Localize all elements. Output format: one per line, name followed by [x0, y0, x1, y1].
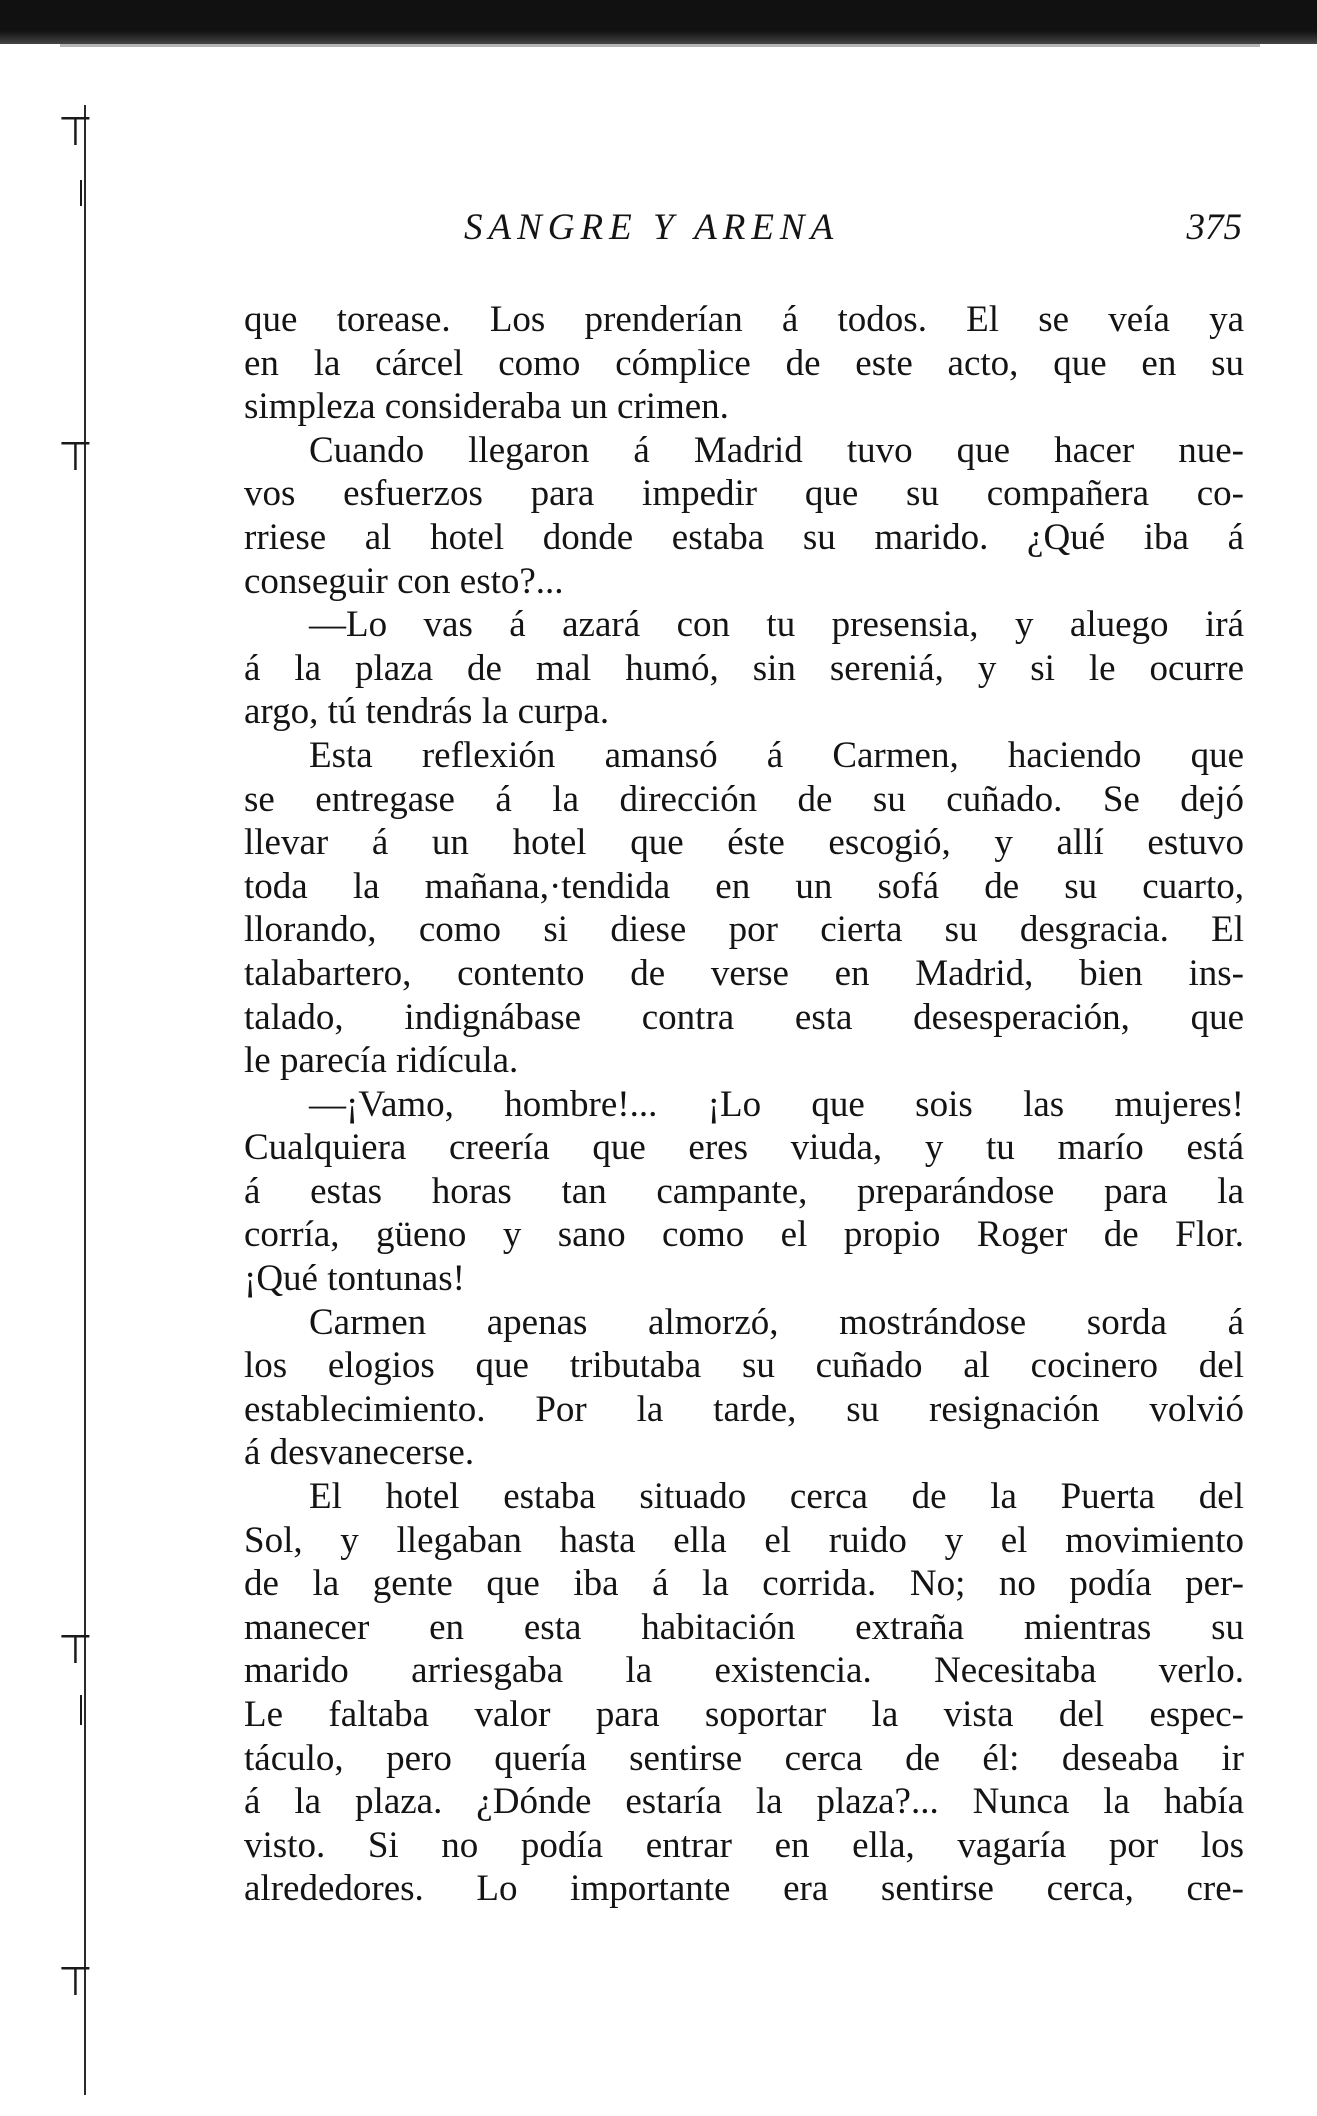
text-line: llorando, como si diese por cierta su desgracia. El — [244, 909, 1244, 951]
text-line: simpleza consideraba un crimen. — [244, 386, 729, 428]
text-line: á desvanecerse. — [244, 1432, 475, 1474]
text-line: establecimiento. Por la tarde, su resignación volvió — [244, 1388, 1244, 1430]
text-line: Le faltaba valor para soportar la vista del espec- — [244, 1694, 1244, 1735]
scan-top-border — [0, 0, 1317, 44]
page-number: 375 — [1186, 207, 1242, 248]
text-line: táculo, pero quería sentirse cerca de él: deseaba ir — [244, 1737, 1244, 1779]
text-line: corría, güeno y sano como el propio Roger de Flor. — [244, 1214, 1244, 1256]
text-line: rriese al hotel donde estaba su marido. ¿Qué iba á — [244, 516, 1244, 558]
text-line: á estas horas tan campante, preparándose para la — [244, 1170, 1244, 1212]
running-title: SANGRE Y ARENA — [464, 207, 840, 248]
text-line: —¡Vamo, hombre!... ¡Lo que sois las mujeres! — [309, 1083, 1244, 1125]
text-line: El hotel estaba situado cerca de la Puerta del — [309, 1476, 1244, 1518]
text-line: se entregase á la dirección de su cuñado. Se dejó — [244, 778, 1244, 820]
text-line: argo, tú tendrás la curpa. — [244, 691, 610, 733]
body-text — [244, 298, 1244, 1911]
text-line: Sol, y llegaban hasta ella el ruido y el movimiento — [244, 1519, 1244, 1561]
text-line: Carmen apenas almorzó, mostrándose sorda á — [309, 1301, 1244, 1343]
text-line: Cuando llegaron á Madrid tuvo que hacer nue- — [309, 429, 1244, 471]
margin-tick — [80, 180, 82, 206]
pin-icon: ⊥ — [58, 1957, 93, 2003]
text-line: los elogios que tributaba su cuñado al cocinero del — [244, 1345, 1244, 1387]
text-line: á la plaza de mal humó, sin sereniá, y si le ocurre — [244, 647, 1244, 689]
text-line: conseguir con esto?... — [244, 560, 564, 602]
text-line: marido arriesgaba la existencia. Necesitaba verlo. — [244, 1650, 1244, 1692]
text-line: visto. Si no podía entrar en ella, vagaría por los — [244, 1824, 1244, 1866]
scan-top-border-edge — [60, 44, 1260, 47]
text-line: de la gente que iba á la corrida. No; no podía per- — [244, 1563, 1244, 1605]
text-line: en la cárcel como cómplice de este acto, que en su — [244, 342, 1244, 384]
binding-margin-rule — [84, 105, 86, 2095]
text-line: talado, indignábase contra esta desesperación, que — [244, 996, 1244, 1038]
text-line: vos esfuerzos para impedir que su compañera co- — [244, 473, 1244, 515]
text-line: á la plaza. ¿Dónde estaría la plaza?... Nunca la había — [244, 1781, 1244, 1823]
text-line: toda la mañana,·tendida en un sofá de su cuarto, — [244, 865, 1244, 907]
text-line: alrededores. Lo importante era sentirse cerca, cre- — [244, 1868, 1244, 1910]
text-line: que torease. Los prenderían á todos. El se veía ya — [244, 299, 1244, 340]
margin-tick — [80, 1695, 82, 1725]
pin-icon: ⊥ — [58, 107, 93, 153]
text-line: —Lo vas á azará con tu presensia, y aluego irá — [309, 604, 1244, 646]
text-line: le parecía ridícula. — [244, 1040, 519, 1082]
text-line: Cualquiera creería que eres viuda, y tu marío está — [244, 1127, 1244, 1169]
text-line: llevar á un hotel que éste escogió, y allí estuvo — [244, 822, 1244, 864]
text-line: manecer en esta habitación extraña mientras su — [244, 1606, 1244, 1648]
text-line: Esta reflexión amansó á Carmen, haciendo que — [309, 734, 1244, 776]
pin-icon: ⊥ — [58, 432, 93, 478]
text-line: ¡Qué tontunas! — [244, 1258, 465, 1300]
page-header — [244, 206, 1244, 256]
pin-icon: ⊥ — [58, 1625, 93, 1671]
text-line: talabartero, contento de verse en Madrid, bien ins- — [244, 952, 1244, 994]
